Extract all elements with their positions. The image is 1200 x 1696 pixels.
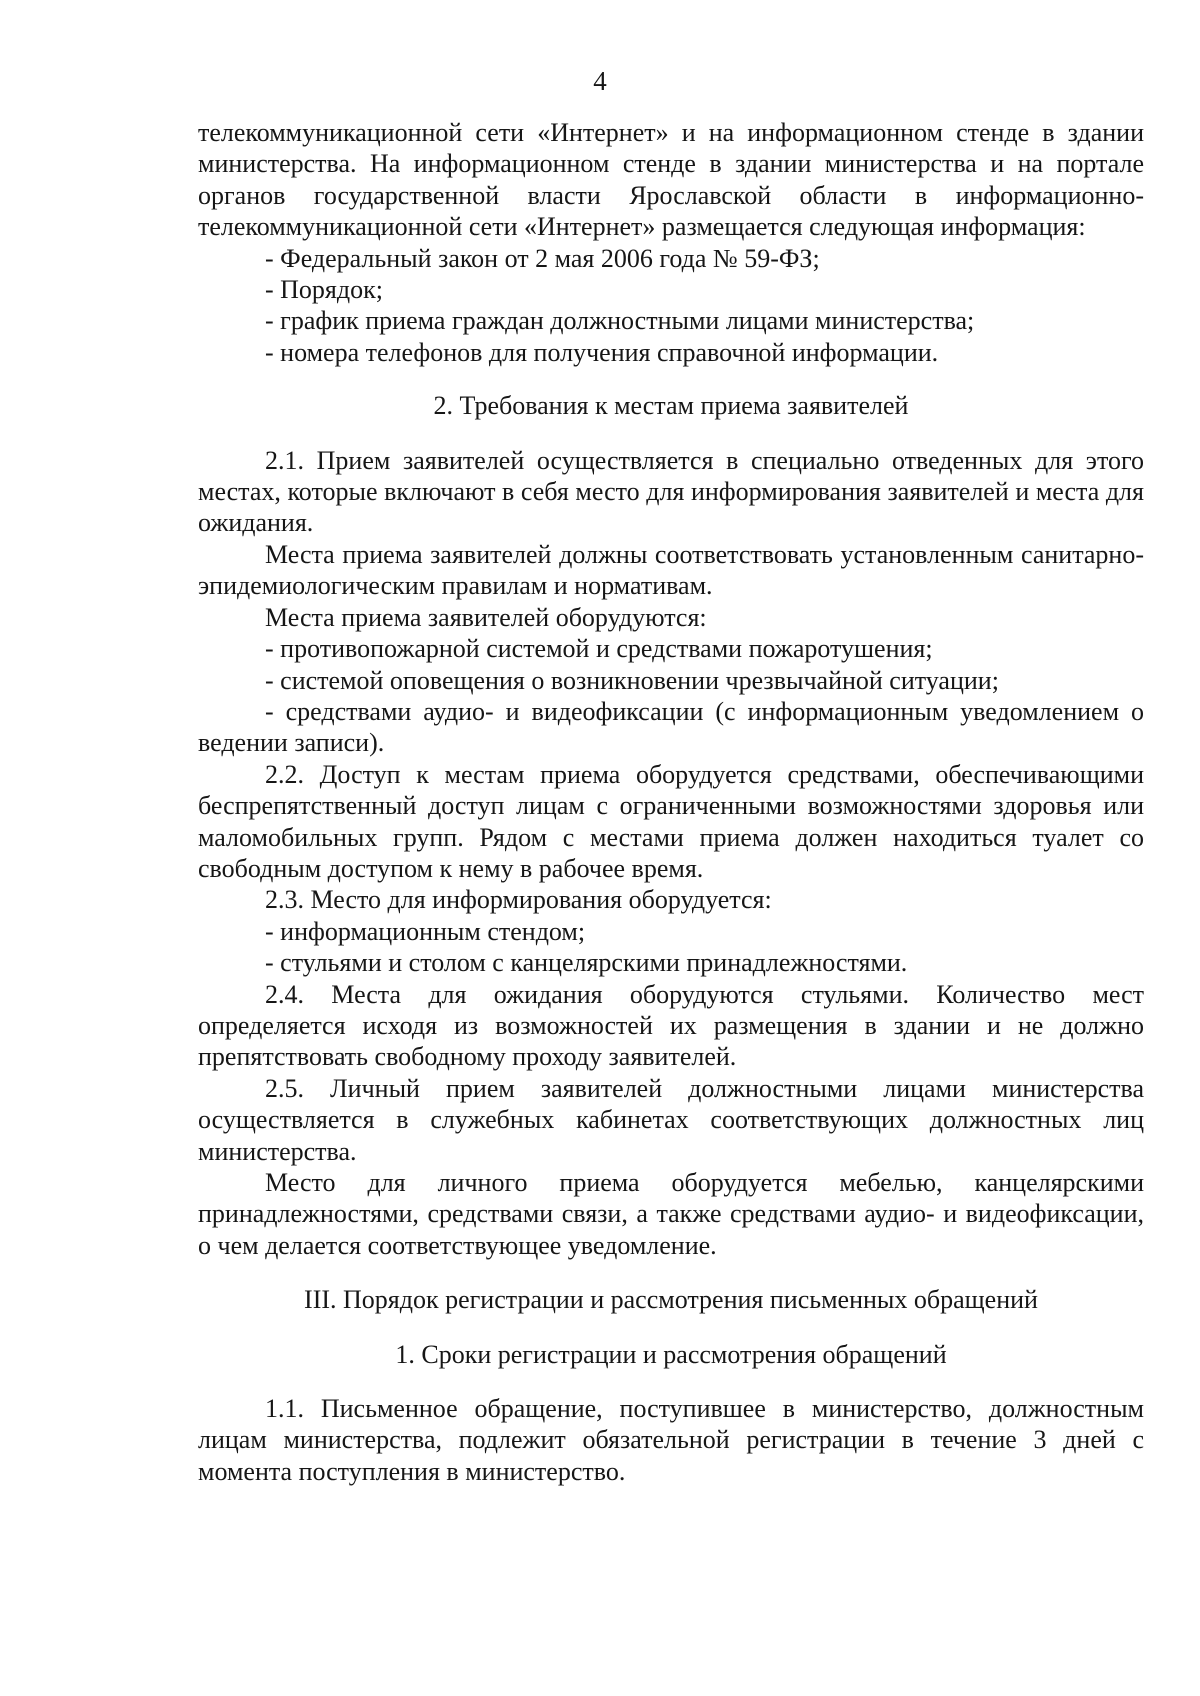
list-item-alert-system: - системой оповещения о возникновении чрезвычайной ситуации;: [265, 665, 999, 695]
paragraph-equipment-intro: Места приема заявителей оборудуются:: [265, 602, 707, 632]
paragraph-2-4: 2.4. Места для ожидания оборудуются стульями. Количество мест определяется исходя из возможностей их размещения в здании и не должно препятствовать свободному проходу заявителей.: [198, 979, 1144, 1072]
paragraph-1-1: 1.1. Письменное обращение, поступившее в министерство, должностным лицам министерства, подлежит обязательной регистрации в течение 3 дней с момента поступления в министерство.: [198, 1394, 1144, 1486]
list-item-info-stand: - информационным стендом;: [265, 916, 586, 946]
paragraph-2-1: 2.1. Прием заявителей осуществляется в специально отведенных для этого местах, которые включают в себя место для информирования заявителей и места для ожидания.: [198, 445, 1144, 538]
list-item-fire-system: - противопожарной системой и средствами пожаротушения;: [265, 634, 933, 664]
list-item-order: - Порядок;: [265, 275, 383, 305]
list-item-audio-video: - средствами аудио- и видеофиксации (с информационным уведомлением о ведении записи).: [198, 696, 1144, 758]
list-item-chairs-table: - стульями и столом с канцелярскими принадлежностями.: [265, 948, 908, 978]
chapter-heading-iii: III. Порядок регистрации и рассмотрения письменных обращений: [304, 1285, 1038, 1315]
section-heading-2: 2. Требования к местам приема заявителей: [433, 391, 909, 421]
paragraph-sanitary-requirements: Места приема заявителей должны соответствовать установленным санитарно-эпидемиологическим правилам и нормативам.: [198, 539, 1144, 601]
paragraph-2-3: 2.3. Место для информирования оборудуется:: [265, 885, 772, 915]
list-item-phone-numbers: - номера телефонов для получения справочной информации.: [265, 337, 939, 367]
paragraph-2-2: 2.2. Доступ к местам приема оборудуется средствами, обеспечивающими беспрепятственный доступ лицам с ограниченными возможностями здоровья или маломобильных групп. Рядом с местами приема должен находиться туалет со свободным доступом к нему в рабочее время.: [198, 759, 1144, 883]
paragraph-intro: телекоммуникационной сети «Интернет» и на информационном стенде в здании министерства. На информационном стенде в здании министерства и на портале органов государственной власти Ярославской области в информационно-телекоммуникационной сети «Интернет» размещается следующая информация:: [198, 118, 1144, 242]
paragraph-personal-reception-place: Место для личного приема оборудуется мебелью, канцелярскими принадлежностями, средствами связи, а также средствами аудио- и видеофиксации, о чем делается соответствующее уведомление.: [198, 1168, 1144, 1260]
section-heading-1: 1. Сроки регистрации и рассмотрения обращений: [395, 1339, 947, 1369]
list-item-reception-schedule: - график приема граждан должностными лицами министерства;: [265, 306, 975, 336]
list-item-federal-law: - Федеральный закон от 2 мая 2006 года № 59-ФЗ;: [265, 243, 820, 273]
paragraph-2-5: 2.5. Личный прием заявителей должностными лицами министерства осуществляется в служебных кабинетах соответствующих должностных лиц министерства.: [198, 1073, 1144, 1166]
page-number: 4: [593, 66, 607, 96]
document-body: [198, 117, 1144, 1487]
